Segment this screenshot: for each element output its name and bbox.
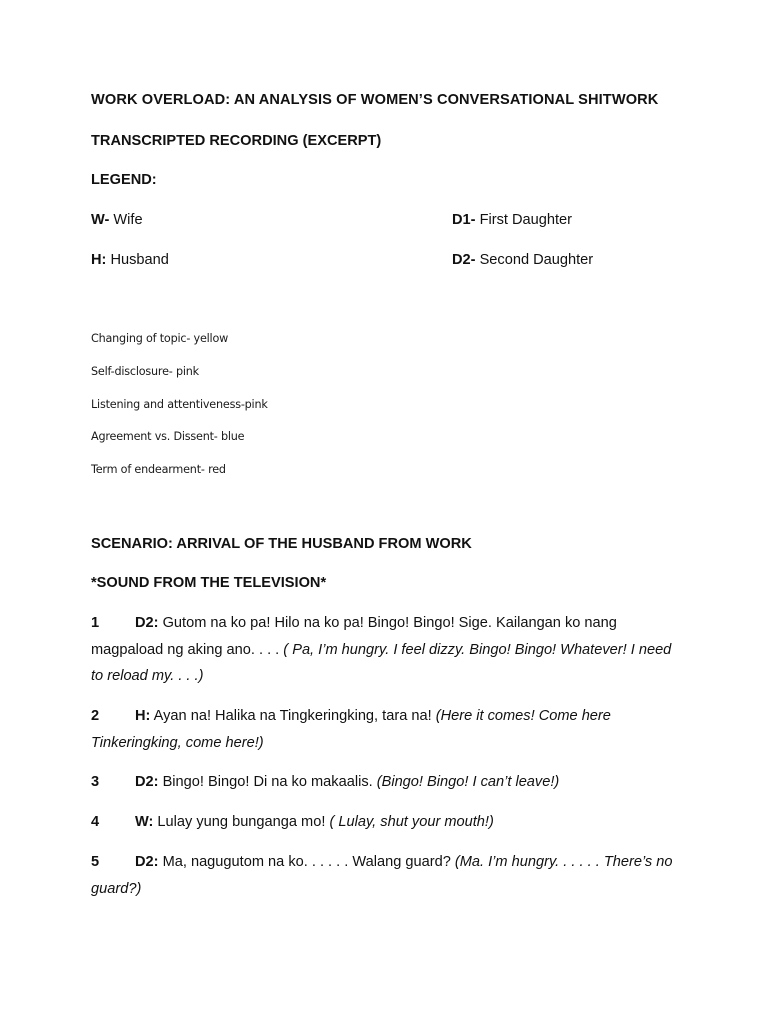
turn-number: 4: [91, 814, 100, 830]
turn-speaker: D2:: [135, 854, 159, 870]
legend-key: D1-: [452, 212, 476, 228]
turn-text: Bingo! Bingo! Di na ko makaalis.: [158, 774, 377, 790]
document-subtitle: TRANSCRIPTED RECORDING (EXCERPT): [91, 133, 382, 149]
turn-speaker: W:: [135, 814, 154, 830]
legend-item-second-daughter: [452, 252, 593, 268]
transcript-turn-2: [91, 703, 681, 756]
legend-key: H:: [91, 252, 107, 268]
turn-translation: (Ma. I’m hungry. . . . . . There’s no guard?): [91, 854, 673, 897]
turn-number: 3: [91, 774, 100, 790]
code-endearment: Term of endearment- red: [91, 463, 226, 476]
legend-heading: LEGEND:: [91, 172, 157, 188]
turn-translation: ( Lulay, shut your mouth!): [329, 814, 494, 830]
turn-translation: (Bingo! Bingo! I can’t leave!): [376, 774, 560, 790]
turn-number: 5: [91, 854, 100, 870]
turn-speaker: D2:: [135, 774, 159, 790]
legend-key: D2-: [452, 252, 476, 268]
code-agreement: Agreement vs. Dissent- blue: [91, 430, 245, 443]
legend-key: W-: [91, 212, 110, 228]
turn-speaker: D2:: [135, 615, 159, 631]
turn-translation: (Here it comes! Come here Tinkeringking, come here!): [91, 708, 611, 751]
transcript-turn-3: [91, 769, 681, 796]
turn-text: Ma, nagugutom na ko. . . . . . Walang guard?: [158, 854, 455, 870]
code-listening: Listening and attentiveness-pink: [91, 398, 268, 411]
legend-label: Husband: [106, 252, 169, 268]
turn-text: Ayan na! Halika na Tingkeringking, tara na!: [150, 708, 436, 724]
turn-text: Lulay yung bunganga mo!: [153, 814, 330, 830]
turn-number: 1: [91, 615, 100, 631]
legend-label: Wife: [109, 212, 143, 228]
turn-number: 2: [91, 708, 100, 724]
legend-label: First Daughter: [475, 212, 573, 228]
legend-item-husband: [91, 252, 169, 268]
code-changing-topic: Changing of topic- yellow: [91, 332, 229, 345]
turn-text: Gutom na ko pa! Hilo na ko pa! Bingo! Bingo! Sige. Kailangan ko nang magpaload ng aking ano. . . .: [91, 615, 617, 658]
transcript-turn-5: [91, 849, 681, 902]
turn-speaker: H:: [135, 708, 151, 724]
transcript-turn-4: [91, 809, 681, 836]
document-title: WORK OVERLOAD: AN ANALYSIS OF WOMEN’S CONVERSATIONAL SHITWORK: [91, 92, 659, 108]
sound-note: *SOUND FROM THE TELEVISION*: [91, 575, 327, 591]
scenario-heading: SCENARIO: ARRIVAL OF THE HUSBAND FROM WORK: [91, 536, 472, 552]
transcript-turn-1: [91, 610, 681, 690]
legend-label: Second Daughter: [475, 252, 594, 268]
turn-translation: ( Pa, I’m hungry. I feel dizzy. Bingo! Bingo! Whatever! I need to reload my. . . .): [91, 641, 672, 684]
legend-item-wife: [91, 212, 143, 228]
legend-item-first-daughter: [452, 212, 572, 228]
code-self-disclosure: Self-disclosure- pink: [91, 365, 199, 378]
